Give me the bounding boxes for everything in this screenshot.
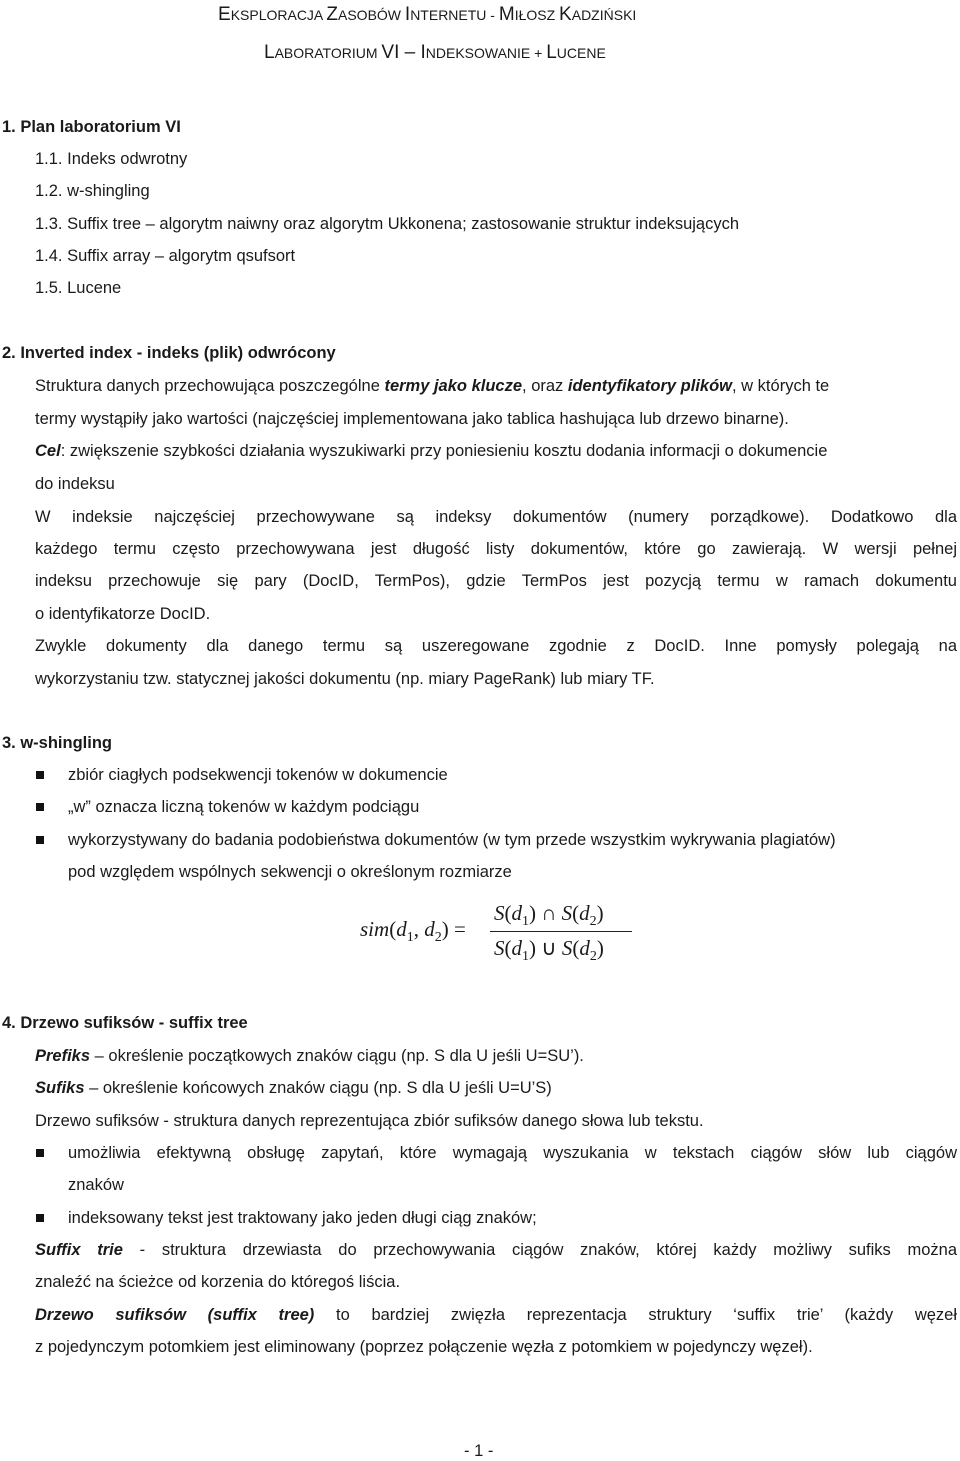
suffix-tree-description bbox=[35, 1305, 957, 1325]
bullet-text: indeksowany tekst jest traktowany jako jeden długi ciąg znaków; bbox=[68, 1209, 537, 1227]
bullet-square-icon bbox=[36, 1149, 44, 1157]
plan-heading: 1. Plan laboratorium VI bbox=[2, 118, 181, 136]
header-small: ABORATORIUM bbox=[274, 45, 382, 61]
header-small: KSPLORACJA bbox=[230, 7, 327, 23]
bullet-square-icon bbox=[36, 771, 44, 779]
bullet-text: „w” oznacza liczną tokenów w każdym podciągu bbox=[68, 798, 420, 816]
bullet-text: umożliwia efektywną obsługę zapytań, które wymagają wyszukania w tekstach ciągów słów lub ciągów bbox=[68, 1144, 957, 1162]
header-cap: Z bbox=[326, 4, 338, 25]
text: – określenie końcowych znaków ciągu (np. S dla U jeśli U=U’S) bbox=[84, 1079, 552, 1097]
section-2-paragraph-line: Zwykle dokumenty dla danego termu są uszeregowane zgodnie z DocID. Inne pomysły polegają na bbox=[35, 637, 957, 655]
bullet-text: pod względem wspólnych sekwencji o określonym rozmiarze bbox=[68, 863, 512, 881]
text: Struktura danych przechowująca poszczególne bbox=[35, 377, 385, 395]
bullet-text: zbiór ciagłych podsekwencji tokenów w dokumencie bbox=[68, 766, 448, 784]
formula-symbol: S bbox=[561, 901, 573, 925]
header-cap: L bbox=[546, 42, 557, 63]
term-label: Prefiks bbox=[35, 1047, 91, 1065]
header-cap: I bbox=[404, 4, 411, 25]
formula-symbol: S bbox=[561, 936, 573, 960]
suffix-tree-description: z pojedynczym potomkiem jest eliminowany (poprzez połączenie węzła z potomkiem w pojedynczy węzeł). bbox=[35, 1338, 813, 1356]
header-cap: I bbox=[420, 42, 426, 63]
cel-label: Cel bbox=[35, 442, 61, 460]
plan-item: 1.4. Suffix array – algorytm qsufsort bbox=[35, 247, 296, 265]
text: , oraz bbox=[522, 377, 568, 395]
section-2-paragraph-line: termy wystąpiły jako wartości (najczęściej implementowana jako tablica hashująca lub drzewo binarne). bbox=[35, 410, 789, 428]
header-small: NDEKSOWANIE + bbox=[425, 45, 547, 61]
formula-symbol: S bbox=[494, 901, 505, 925]
section-3-heading: 3. w-shingling bbox=[2, 734, 112, 752]
emphasis-term: identyfikatory plików bbox=[567, 377, 733, 395]
prefiks-definition bbox=[35, 1046, 584, 1066]
formula-symbol: d bbox=[579, 936, 590, 960]
formula-symbol: d bbox=[511, 901, 522, 925]
header-small: ADZIŃSKI bbox=[571, 7, 637, 23]
formula-lhs: $sim(d_1$, $d_2$) = bbox=[360, 917, 466, 945]
formula-subscript: 1 bbox=[406, 930, 414, 945]
text: , w których te bbox=[732, 377, 830, 395]
term-label: Sufiks bbox=[35, 1079, 85, 1097]
text: to bardziej zwięzła reprezentacja struktury ‘suffix trie’ (każdy węzeł bbox=[314, 1306, 957, 1324]
formula-numerator: $S(d_1)$ ∩ $S(d_2)$ bbox=[494, 901, 604, 929]
section-2-paragraph-line: indeksu przechowuje się pary (DocID, TermPos), gdzie TermPos jest pozycją termu w ramach dokumentu bbox=[35, 572, 957, 590]
term-label: Suffix trie bbox=[35, 1241, 123, 1259]
section-2-paragraph-line bbox=[35, 376, 829, 396]
term-label: Drzewo sufiksów (suffix tree) bbox=[35, 1306, 315, 1324]
formula-symbol: d bbox=[424, 917, 435, 941]
text: - struktura drzewiasta do przechowywania ciągów znaków, której każdy możliwy sufiks można bbox=[122, 1241, 957, 1259]
formula-subscript: 1 bbox=[522, 949, 529, 964]
formula-subscript: 1 bbox=[522, 914, 529, 929]
cel-line: do indeksu bbox=[35, 475, 115, 493]
document-header-title bbox=[218, 5, 636, 25]
cel-line bbox=[35, 441, 827, 461]
plan-item: 1.3. Suffix tree – algorytm naiwny oraz algorytm Ukkonena; zastosowanie struktur indeksujących bbox=[35, 215, 740, 233]
suffix-trie-definition: znaleźć na ścieżce od korzenia do któregoś liścia. bbox=[35, 1273, 401, 1291]
plan-item: 1.1. Indeks odwrotny bbox=[35, 150, 188, 168]
section-4-heading: 4. Drzewo sufiksów - suffix tree bbox=[2, 1014, 248, 1032]
formula-symbol: d bbox=[511, 936, 522, 960]
emphasis-term: termy jako klucze bbox=[384, 377, 523, 395]
plan-item: 1.5. Lucene bbox=[35, 279, 122, 297]
header-cap: L bbox=[264, 42, 275, 63]
plan-item: 1.2. w-shingling bbox=[35, 182, 150, 200]
bullet-square-icon bbox=[36, 1214, 44, 1222]
formula-symbol: S bbox=[494, 936, 505, 960]
bullet-text: znaków bbox=[68, 1176, 124, 1194]
section-2-heading: 2. Inverted index - indeks (plik) odwrócony bbox=[2, 344, 336, 362]
bullet-square-icon bbox=[36, 836, 44, 844]
bullet-text: wykorzystywany do badania podobieństwa dokumentów (w tym przede wszystkim wykrywania plagiatów) bbox=[68, 831, 836, 849]
section-2-paragraph-line: o identyfikatorze DocID. bbox=[35, 605, 211, 623]
document-header-subtitle bbox=[264, 43, 606, 63]
header-small: IŁOSZ bbox=[514, 7, 560, 23]
header-small: ASOBÓW bbox=[338, 7, 405, 23]
header-cap: K bbox=[559, 4, 572, 25]
header-cap: E bbox=[218, 4, 231, 25]
formula-subscript: 2 bbox=[589, 949, 597, 964]
formula-subscript: 2 bbox=[434, 930, 442, 945]
header-cap: VI – bbox=[381, 42, 421, 63]
suffix-tree-definition: Drzewo sufiksów - struktura danych reprezentująca zbiór sufiksów danego słowa lub tekstu. bbox=[35, 1112, 704, 1130]
section-2-paragraph-line: W indeksie najczęściej przechowywane są indeksy dokumentów (numery porządkowe). Dodatkowo dla bbox=[35, 508, 957, 526]
formula-symbol: sim bbox=[360, 917, 390, 941]
sufiks-definition bbox=[35, 1078, 552, 1098]
header-small: UCENE bbox=[556, 45, 606, 61]
fraction-bar bbox=[490, 931, 632, 932]
section-2-paragraph-line: wykorzystaniu tzw. statycznej jakości dokumentu (np. miary PageRank) lub miary TF. bbox=[35, 670, 655, 688]
bullet-square-icon bbox=[36, 803, 44, 811]
formula-operator: ∩ bbox=[541, 901, 557, 925]
section-2-paragraph-line: każdego termu często przechowywana jest długość listy dokumentów, które go zawierają. W wersji pełnej bbox=[35, 540, 957, 558]
header-small: NTERNETU - bbox=[410, 7, 499, 23]
header-cap: M bbox=[498, 4, 515, 25]
page-number: - 1 - bbox=[464, 1442, 494, 1460]
formula-operator: ∪ bbox=[541, 936, 557, 960]
text: : zwiększenie szybkości działania wyszukiwarki przy poniesieniu kosztu dodania informacji o dokumencie bbox=[60, 442, 828, 460]
formula-symbol: d bbox=[396, 917, 407, 941]
suffix-trie-definition bbox=[35, 1240, 957, 1260]
formula-symbol: d bbox=[579, 901, 590, 925]
formula-operator: = bbox=[453, 917, 466, 941]
formula-denominator: $S(d_1)$ ∪ $S(d_2)$ bbox=[494, 936, 604, 964]
formula-subscript: 2 bbox=[589, 914, 597, 929]
text: – określenie początkowych znaków ciągu (np. S dla U jeśli U=SU’). bbox=[90, 1047, 584, 1065]
